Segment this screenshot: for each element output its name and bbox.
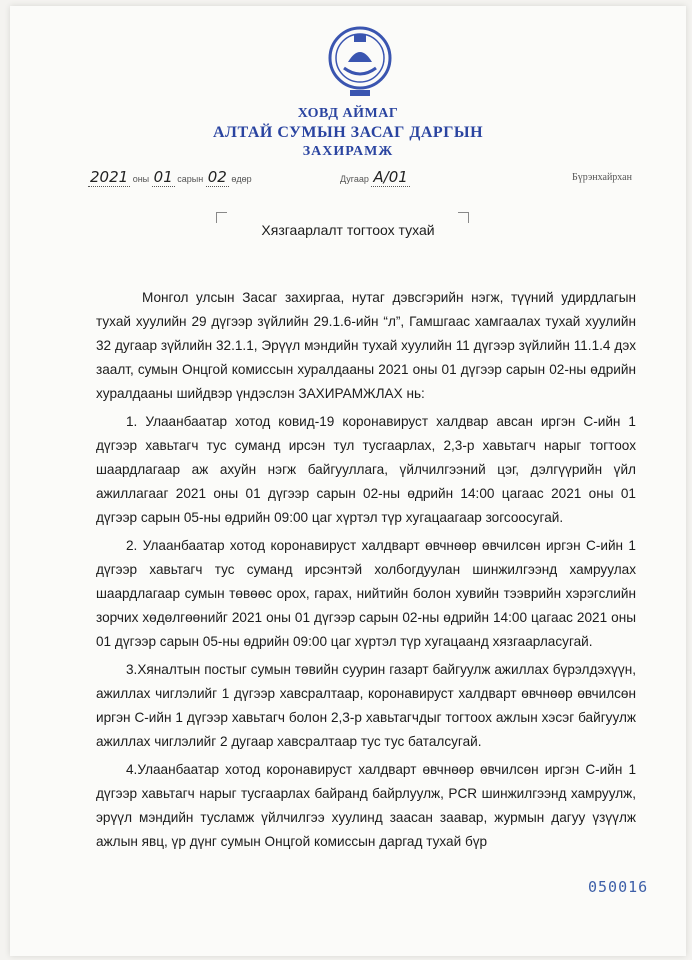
document-body [96,286,636,858]
order-item-2: 2. Улаанбаатар хотод коронавируст халдварт өвчнөөр өвчилсөн иргэн С-ийн 1 дүгээр хавьтагч тус суманд ирсэнтэй холбогдуулан шинжилгээнд хамруулах шаардлагаар сумын төвөөс орох, гарах, нийтийн болон хувийн тээврийн хэрэгслийн зорчих хөдөлгөөнийг 2021 оны 01 дүгээр сарын 02-ны өдрийн 14:00 цагаас 2021 оны 01 дүгээр сарын 05-ны өдрийн 09:00 цаг хүртэл түр хугацаанд хязгаарласугай. [96,538,636,649]
document-type-heading: ЗАХИРАМЖ [302,144,394,159]
preamble-paragraph: Монгол улсын Засаг захиргаа, нутаг дэвсгэрийн нэгж, түүний удирдлагын тухай хуулийн 29 дүгээр зүйлийн 29.1.6-ийн “л”, Гамшгаас хамгаалах тухай хуулийн 32 дугаар зүйлийн 32.1.1, Эрүүл мэндийн тухай хуулийн 11 дүгээр зүйлийн 11.1.4 дэх заалт, сумын Онцгой комиссын хуралдааны 2021 оны 01 дүгээр сарын 02-ны өдрийн хуралдааны шийдвэр үндэслэн ЗАХИРАМЖЛАХ нь: [96,290,636,401]
date-day: 02 [207,168,227,186]
order-item-3: 3.Хяналтын постыг сумын төвийн суурин газарт байгуулж ажиллах бүрэлдэхүүн, ажиллах чиглэлийг 1 дүгээр хавсралтаар, коронавируст халдварт өвчнөөр өвчилсөн иргэн С-ийн 1 дүгээр хавьтагч болон 2,3-р хавьтагчдыг тогтоох ажлын хэсэг байгуулж ажиллах чиглэлийг 2 дугаар хавсралтаар тус тус баталсугай. [96,662,636,749]
date-line [88,168,252,186]
aimag-heading: ХОВД АЙМАГ [297,106,399,121]
document-number-line [340,168,410,186]
document-number: А/01 [373,168,408,186]
stamp-number: 050016 [588,878,649,896]
date-year-suffix: оны [132,174,150,184]
date-year: 2021 [90,168,129,186]
date-day-suffix: өдөр [231,174,252,184]
document-page [10,6,686,956]
order-item-4: 4.Улаанбаатар хотод коронавируст халдварт өвчнөөр өвчилсөн иргэн С-ийн 1 дүгээр хавьтагч нарыг тусгаарлах байранд байрлуулж, PCR шинжилгээнд хамруулж, эрүүл мэндийн тусламж үйлчилгээ хуулинд заасан заавар, журмын дагуу үзүүлж ажлын явц, үр дүнг сумын Онцгой комиссын даргад тухай бүр [96,762,636,849]
number-label: Дугаар [340,174,369,184]
subject-title: Хязгаарлалт тогтоох тухай [261,222,435,238]
place-of-issue: Бүрэнхайрхан [572,172,632,183]
office-heading: АЛТАЙ СУМЫН ЗАСАГ ДАРГЫН [212,124,484,141]
date-month-suffix: сарын [177,174,204,184]
state-emblem-icon [324,24,396,102]
date-month: 01 [153,168,173,186]
order-item-1: 1. Улаанбаатар хотод ковид-19 коронавируст халдвар авсан иргэн С-ийн 1 дүгээр хавьтагч тус суманд ирсэн тул тусгаарлах, 2,3-р хавьтагч нарыг тогтоох шаардлагаар аж ахуйн нэгж байгууллага, үйлчилгээний цэг, дэлгүүрийн үйл ажиллагааг 2021 оны 01 дүгээр сарын 02-ны өдрийн 14:00 цагаас 2021 оны 01 дүгээр сарын 05-ны өдрийн 09:00 цаг хүртэл түр хугацаагаар зогсоосугай. [96,414,636,525]
